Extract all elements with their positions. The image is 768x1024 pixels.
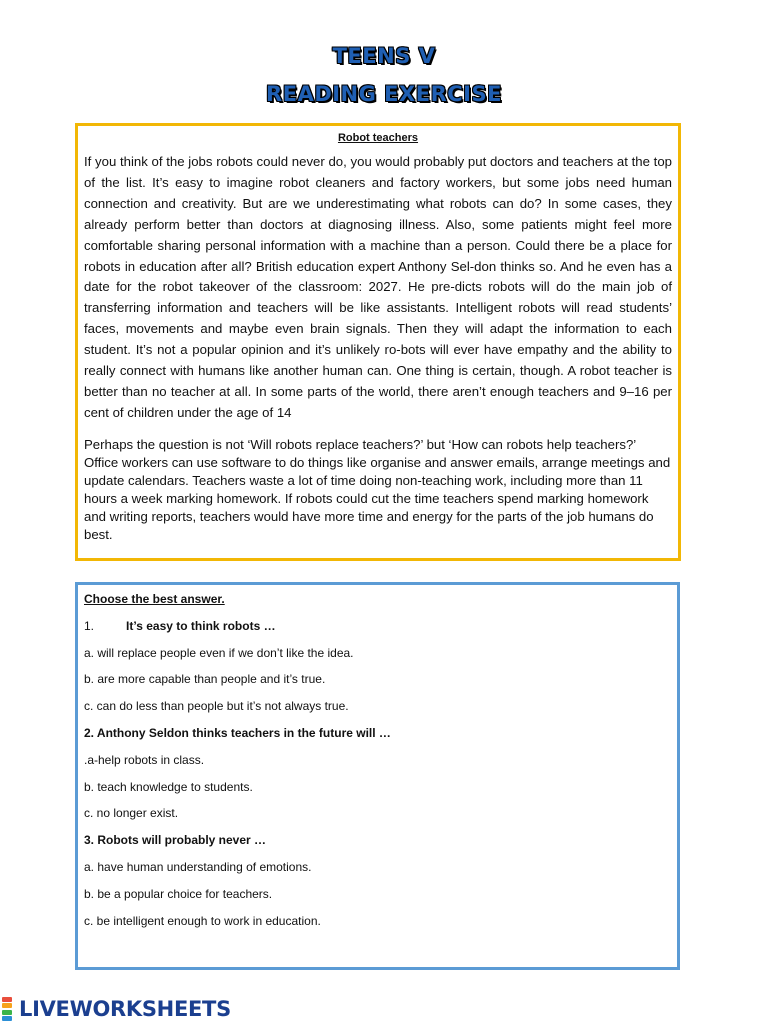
answer-option-2c[interactable]: c. no longer exist. [84,806,179,821]
paragraph-line: dicts robots will do the main job of transferring information and teachers will be like assistants. [84,279,672,316]
logo-bar [2,997,12,1002]
answer-option-2a[interactable]: .a-help robots in class. [84,752,205,767]
paragraph-line: and update calendars. Teachers waste a lot of time doing non-teaching work, including more [84,454,671,488]
reading-paragraph-1 [84,152,672,424]
liveworksheets-logo[interactable] [2,996,231,1022]
logo-bar [2,1016,12,1021]
reading-paragraph-2 [84,436,672,544]
answer-option-3c[interactable]: c. be intelligent enough to work in education. [84,913,321,928]
question-1-text: It’s easy to think robots … [126,618,276,633]
paragraph-line: don thinks so. And he even has a date for the robot takeover of the classroom: 2027. He pre- [84,258,672,295]
paragraph-line: cases, they already perform better than doctors at diagnosing illness. Also, some patients [84,195,672,232]
answer-option-1a[interactable]: a. will replace people even if we don’t like the idea. [84,645,354,660]
paragraph-line: the top of the list. It’s easy to imagine robot cleaners and factory workers, but some jobs need [84,154,672,190]
question-number: 1. [84,618,95,633]
questions-box [75,582,680,970]
logo-mark-icon [2,997,16,1021]
question-1 [84,619,677,646]
paragraph-line: Perhaps the question is not ‘Will robots replace teachers?’ but ‘How can robots help teachers?’ [84,436,636,452]
title-line-1: TEENS V [332,44,436,68]
logo-text: LIVEWORKSHEETS [19,997,231,1021]
question-3-text: 3. Robots will probably never … [84,833,267,848]
paragraph-line: human connection and creativity. But are we underestimating what robots can do? In some [84,174,672,211]
logo-bar [2,1010,12,1015]
paragraph-line: bots will ever have empathy and the ability to really connect with humans like another human [84,342,672,379]
paragraph-line: they will adapt the information to each student. It’s not a popular opinion and it’s unlikely ro- [84,321,672,358]
paragraph-line: can. One thing is certain, though. A robot teacher is better than no teacher at all. In some parts [84,363,672,399]
paragraph-line: Could there be a place for robots in education after all? British education expert Anthony Sel- [84,237,672,274]
paragraph-line: Office workers can use software to do things like organise and answer emails, arrange meetings [84,454,645,470]
logo-bar [2,1003,12,1008]
question-2-text: 2. Anthony Seldon thinks teachers in the future will … [84,725,391,740]
paragraph-line: than 11 hours a week marking homework. If robots could cut the time teachers spend marking [84,472,643,506]
paragraph-line: If you think of the jobs robots could never do, you would probably put doctors and teachers at [84,154,628,169]
title-line-2: READING EXERCISE [266,82,502,106]
answer-option-3a[interactable]: a. have human understanding of emotions. [84,859,312,874]
answer-option-2b[interactable]: b. teach knowledge to students. [84,779,253,794]
answer-option-1c[interactable]: c. can do less than people but it’s not always true. [84,699,349,714]
paragraph-line: of the world, there aren’t enough teachers and 9–16 per cent of children under the age of 14 [84,383,672,420]
paragraph-line: might feel more comfortable sharing personal information with a machine than a person. [84,216,672,253]
answer-option-1b[interactable]: b. are more capable than people and it’s true. [84,672,326,687]
answer-option-3b[interactable]: b. be a popular choice for teachers. [84,886,273,901]
reading-title: Robot teachers [337,132,419,144]
paragraph-line: job humans do best. [84,508,654,542]
paragraph-line: homework and writing reports, teachers would have more time and energy for the parts of the [84,490,649,524]
instruction-text: Choose the best answer. [84,592,225,606]
reading-passage-box [75,123,681,561]
paragraph-line: Intelligent robots will read students’ faces, movements and maybe even brain signals. Then [84,300,672,337]
